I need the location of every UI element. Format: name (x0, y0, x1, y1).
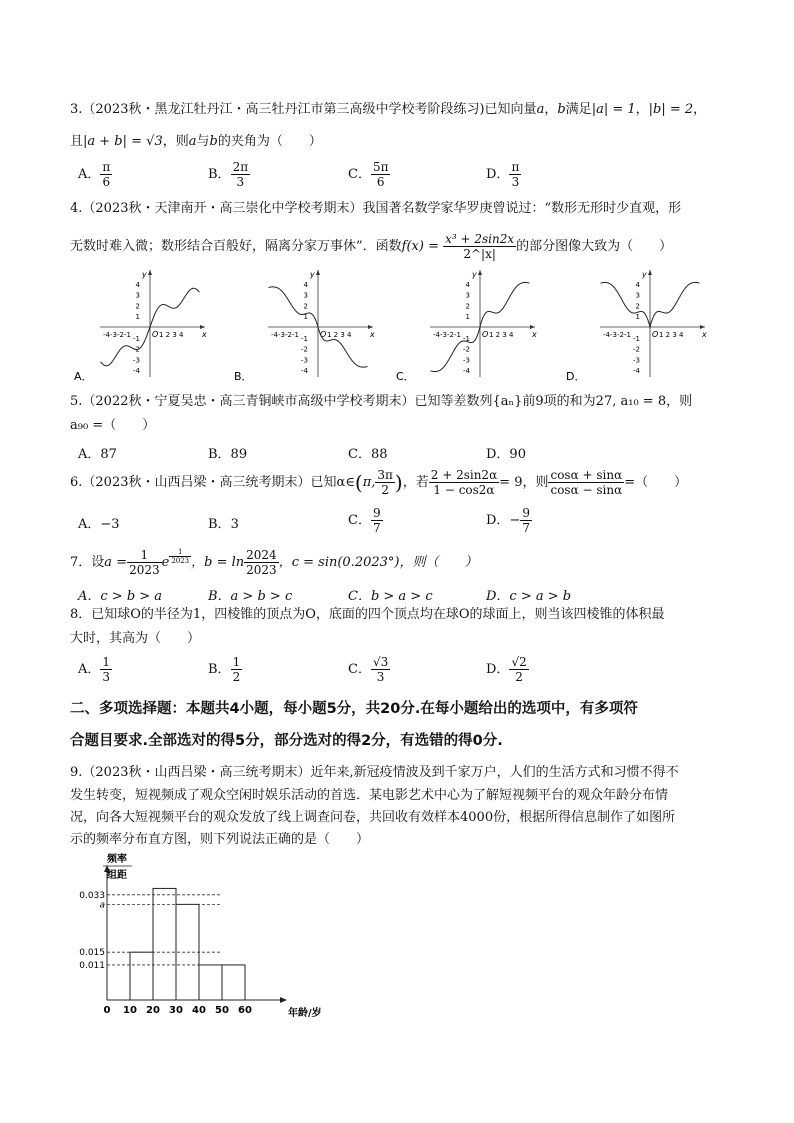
option-label: A． (78, 167, 101, 182)
y-tick-label: -4 (463, 367, 470, 376)
q3-and: 且 (70, 134, 84, 149)
origin-label: O (482, 330, 489, 339)
cond-value: = 9，则 (499, 475, 549, 490)
ylabel-denominator: 组距 (107, 870, 127, 881)
satisfy-text: 满足 (565, 102, 592, 117)
y-arrow (648, 270, 652, 275)
y-tick-label: 1 (135, 313, 140, 322)
exp-e: e (161, 555, 170, 570)
graph-label: D． (566, 370, 586, 383)
y-arrow (478, 270, 482, 275)
interval-num: 3π (377, 468, 393, 482)
a-def: a = (104, 555, 128, 570)
y-tick-label: -1 (633, 334, 640, 343)
y-tick-label: 2 (135, 302, 140, 311)
x-neg-ticks: -4-3-2-1 (433, 331, 461, 339)
option-fraction (231, 655, 243, 684)
y-tick-label: a (99, 900, 105, 911)
vector-a: a (188, 134, 197, 149)
option-num: √3 (372, 655, 389, 669)
q6-option-a[interactable]: A．−3 (78, 517, 120, 532)
x-neg-ticks: -4-3-2-1 (271, 331, 299, 339)
y-tick-label: 1 (465, 313, 470, 322)
function-denominator: 2^|x| (463, 247, 496, 261)
x-arrow (280, 997, 287, 1003)
option-num: √2 (511, 655, 527, 669)
x-axis-label: x (532, 330, 537, 339)
function-fraction (443, 232, 516, 261)
option-label: C． (348, 662, 371, 677)
q5-line1: 5.（2022秋・宁夏吴忠・高三青铜峡市高级中学校考期末）已知等差数列{aₙ}前9项的和为27, a₁₀ = 8，则 (70, 394, 693, 409)
y-tick-label: -4 (301, 367, 308, 376)
function-name: f(x) = (401, 239, 439, 254)
ask-den: cosα − sinα (550, 483, 623, 497)
option-num: 5π (372, 160, 389, 174)
q4-graphs (70, 262, 750, 384)
x-neg-ticks: -4-3-2-1 (103, 331, 131, 339)
y-tick-label: 0.011 (79, 960, 105, 971)
section2-line1: 二、多项选择题：本题共4小题，每小题5分，共20分.在每小题给出的选项中，有多项符 (70, 701, 638, 717)
option-den: 3 (511, 175, 520, 189)
x-pos-ticks: 1 2 3 4 (489, 331, 514, 339)
y-tick-label: -3 (301, 356, 308, 365)
y-tick-label: -4 (633, 367, 640, 376)
y-arrow (148, 270, 152, 275)
q4-question: 的部分图像大致为（ ） (516, 239, 673, 254)
option-fraction (371, 655, 390, 684)
q3-option-c[interactable] (348, 160, 390, 189)
q7-option-b[interactable]: B．a > b > c (208, 589, 293, 604)
q8-option-b[interactable] (208, 655, 242, 684)
y-tick-label: 2 (465, 302, 470, 311)
option-fraction (231, 160, 251, 189)
q7-option-c[interactable]: C．b > a > c (348, 589, 433, 604)
option-label: A． (78, 662, 101, 677)
x-arrow (530, 325, 535, 329)
y-tick-label: 3 (635, 291, 640, 300)
q3-option-a[interactable] (78, 160, 112, 189)
x-tick-label: 60 (238, 1005, 252, 1016)
q6-text: 6.（2023秋・山西吕梁・高三统考期末）已知α∈ (70, 475, 355, 490)
option-num: 2π (232, 160, 249, 174)
q3-question: 的夹角为（ ） (217, 134, 322, 149)
option-den: 2 (232, 670, 241, 684)
q6-option-d[interactable]: D．− $\frac{9}{7}$ (486, 506, 530, 535)
histogram-bar (199, 965, 222, 1000)
q5-option-d[interactable]: D．90 (486, 447, 526, 462)
section2-line2: 合题目要求.全部选对的得5分，部分选对的得2分，有选错的得0分. (70, 733, 503, 749)
q8-line1: 8．已知球O的半径为1，四棱锥的顶点为O，底面的四个顶点均在球O的球面上，则当该四棱锥的体积最 (70, 607, 665, 622)
q8-option-a[interactable] (78, 655, 112, 684)
q7-line (70, 548, 477, 577)
cond-den: 1 − cos2α (433, 483, 495, 497)
histogram (70, 850, 330, 1025)
a-num: 1 (127, 548, 162, 563)
interval-den: 2 (381, 483, 389, 497)
option-fraction (100, 655, 112, 684)
option-label: C． (348, 167, 371, 182)
option-label: B． (208, 167, 231, 182)
y-tick-label: 2 (635, 302, 640, 311)
y-tick-label: 3 (303, 291, 308, 300)
q6-option-b[interactable]: B．3 (208, 517, 239, 532)
y-tick-label: 3 (135, 291, 140, 300)
q5-option-a[interactable]: A．87 (78, 447, 117, 462)
q3-line1: 3.（2023秋・黑龙江牡丹江・高三牡丹江市第三高级中学校考阶段练习)已知向量a，b满足|a| = 1，|b| = 2， (70, 102, 707, 117)
y-tick-label: -1 (133, 334, 140, 343)
x-arrow (700, 325, 705, 329)
x-tick-label: 20 (146, 1005, 160, 1016)
q3-line2: 且|a + b| = √3，则a与b的夹角为（ ） (70, 134, 322, 149)
x-axis-label: x (702, 330, 707, 339)
q3-option-d[interactable] (486, 160, 521, 189)
origin-label: O (320, 330, 327, 339)
option-label: D． (486, 167, 510, 182)
y-tick-label: 2 (303, 302, 308, 311)
vector-a: a (536, 102, 545, 117)
exp-num: 1 (169, 548, 191, 557)
q9-line3: 况，向各大短视频平台的观众发放了线上调查问卷，共回收有效样本4000份，根据所得信息制作了如图所 (70, 810, 676, 825)
option-num: π (102, 160, 111, 174)
histogram-bar (130, 952, 153, 1000)
y-tick-label: 4 (135, 280, 140, 289)
y-tick-label: -3 (463, 356, 470, 365)
ylabel-numerator: 频率 (107, 854, 127, 865)
b-num: 2024 (246, 548, 277, 562)
q9-line4: 示的频率分布直方图，则下列说法正确的是（ ） (70, 832, 370, 847)
q6-line1: 6.（2023秋・山西吕梁・高三统考期末）已知α∈(π, $\frac{3\pi}{2}$ )，若 $\frac{2 + 2\sin 2\alpha}{1 - \cos 2\alpha}$ = 9，则 $\frac{\cos\alpha + \sin\alpha}{\cos\alpha - \sin\alpha}$ =（ ） (70, 468, 688, 497)
y-tick-label: 1 (303, 313, 308, 322)
x-arrow (368, 325, 373, 329)
option-fraction (509, 655, 528, 684)
y-tick-label: 1 (635, 313, 640, 322)
y-axis-label: y (472, 270, 477, 279)
option-num: 1 (102, 655, 111, 669)
y-axis-label: y (642, 270, 647, 279)
option-den: 6 (102, 175, 111, 189)
y-tick-label: 4 (303, 280, 308, 289)
cond-sum-norm: |a + b| = √3 (83, 134, 163, 149)
q7-option-a[interactable]: A．c > b > a (78, 589, 163, 604)
q7-option-d[interactable]: D．c > a > b (486, 589, 572, 604)
origin-label: O (152, 330, 159, 339)
x-tick-label: 50 (215, 1005, 229, 1016)
y-arrow (316, 270, 320, 275)
graph-label: B． (234, 370, 253, 383)
graph-d[interactable] (566, 270, 707, 383)
graph-label: A． (74, 370, 93, 383)
q4-line1: 4.（2023秋・天津南开・高三崇化中学校考期末）我国著名数学家华罗庚曾说过：“数形无形时少直观，形 (70, 201, 682, 216)
option-fraction (509, 160, 521, 189)
x-tick-label: 40 (192, 1005, 206, 1016)
x-neg-ticks: -4-3-2-1 (603, 331, 631, 339)
option-den: 3 (376, 670, 385, 684)
y-tick-label: -2 (301, 345, 308, 354)
q6-option-c[interactable]: C． $\frac{9}{7}$ (348, 506, 381, 535)
q6-question: =（ ） (624, 475, 688, 490)
histogram-bar (153, 888, 176, 1000)
y-tick-label: 0.033 (79, 890, 105, 901)
origin-label: O (652, 330, 659, 339)
b-def: ，b = ln (191, 555, 245, 570)
y-tick-label: -2 (133, 345, 140, 354)
vector-b: b (209, 134, 218, 149)
b-den: 2023 (246, 563, 277, 577)
exp-den: 2023 (171, 557, 190, 565)
y-tick-label: -3 (633, 356, 640, 365)
q5-option-c[interactable]: C．88 (348, 447, 388, 462)
x-tick-label: 0 (103, 1005, 111, 1016)
q7-text: 7．设 (70, 555, 105, 570)
q4-text: 无数时难入微；数形结合百般好，隔离分家万事休”．函数 (70, 239, 402, 254)
option-num: π (511, 160, 520, 174)
c-def: ，c = sin(0.2023°)，则（ ） (278, 555, 478, 570)
option-fraction (100, 160, 112, 189)
y-tick-label: 0.015 (79, 948, 105, 959)
q5-line2: a₉₀ =（ ） (70, 418, 156, 433)
q3-option-b[interactable] (208, 160, 250, 189)
graph-a[interactable] (74, 270, 207, 383)
q3-then: ，则 (162, 134, 189, 149)
y-tick-label: -1 (301, 334, 308, 343)
y-tick-label: 4 (465, 280, 470, 289)
comma: ， (544, 102, 558, 117)
y-tick-label: 3 (465, 291, 470, 300)
x-pos-ticks: 1 2 3 4 (327, 331, 352, 339)
cond-num: 2 + 2sin2α (430, 468, 498, 482)
q9-line1: 9.（2023秋・山西吕梁・高三统考期末）近年来,新冠疫情波及到千家万户，人们的生活方式和习惯不得不 (70, 765, 679, 780)
cond-b-norm: |b| = 2 (648, 102, 694, 117)
y-tick-label: -2 (463, 345, 470, 354)
q8-option-c[interactable] (348, 655, 390, 684)
histogram-bar (222, 965, 245, 1000)
cond-a-norm: |a| = 1 (591, 102, 636, 117)
option-den: 3 (236, 175, 245, 189)
option-label: D． (486, 662, 510, 677)
a-den: 2023 (129, 563, 160, 577)
q4-line2 (70, 232, 672, 261)
q8-line2: 大时，其高为（ ） (70, 631, 201, 646)
option-den: 6 (376, 175, 385, 189)
x-arrow (200, 325, 205, 329)
option-den: 3 (102, 670, 111, 684)
q8-option-d[interactable] (486, 655, 529, 684)
y-axis-label: y (142, 270, 147, 279)
q5-option-b[interactable]: B．89 (208, 447, 248, 462)
q3-text: 3.（2023秋・黑龙江牡丹江・高三牡丹江市第三高级中学校考阶段练习)已知向量 (70, 102, 537, 117)
y-tick-label: 4 (635, 280, 640, 289)
option-label: B． (208, 662, 231, 677)
ask-num: cosα + sinα (550, 468, 623, 482)
graph-label: C． (396, 370, 415, 383)
x-axis-label: x (202, 330, 207, 339)
interval-left: π, (362, 475, 376, 490)
x-tick-label: 10 (123, 1005, 137, 1016)
option-den: 2 (515, 670, 523, 684)
graph-b[interactable] (234, 270, 375, 383)
q6-if: ，若 (402, 475, 429, 490)
vector-b: b (557, 102, 566, 117)
x-tick-label: 30 (169, 1005, 183, 1016)
graph-c[interactable] (396, 270, 537, 383)
y-axis-label: y (310, 270, 315, 279)
xlabel: 年龄/岁 (288, 1008, 322, 1019)
x-pos-ticks: 1 2 3 4 (659, 331, 684, 339)
q9-line2: 发生转变，短视频成了观众空闲时娱乐活动的首选．某电影艺术中心为了解短视频平台的观众年龄分布情 (70, 788, 669, 803)
option-fraction (371, 160, 391, 189)
option-num: 1 (232, 655, 241, 669)
y-tick-label: -4 (133, 367, 140, 376)
x-axis-label: x (370, 330, 375, 339)
y-tick-label: -2 (633, 345, 640, 354)
x-pos-ticks: 1 2 3 4 (159, 331, 184, 339)
y-tick-label: -1 (463, 334, 470, 343)
function-numerator: x³ + 2sin2x (445, 232, 515, 246)
y-tick-label: -3 (133, 356, 140, 365)
